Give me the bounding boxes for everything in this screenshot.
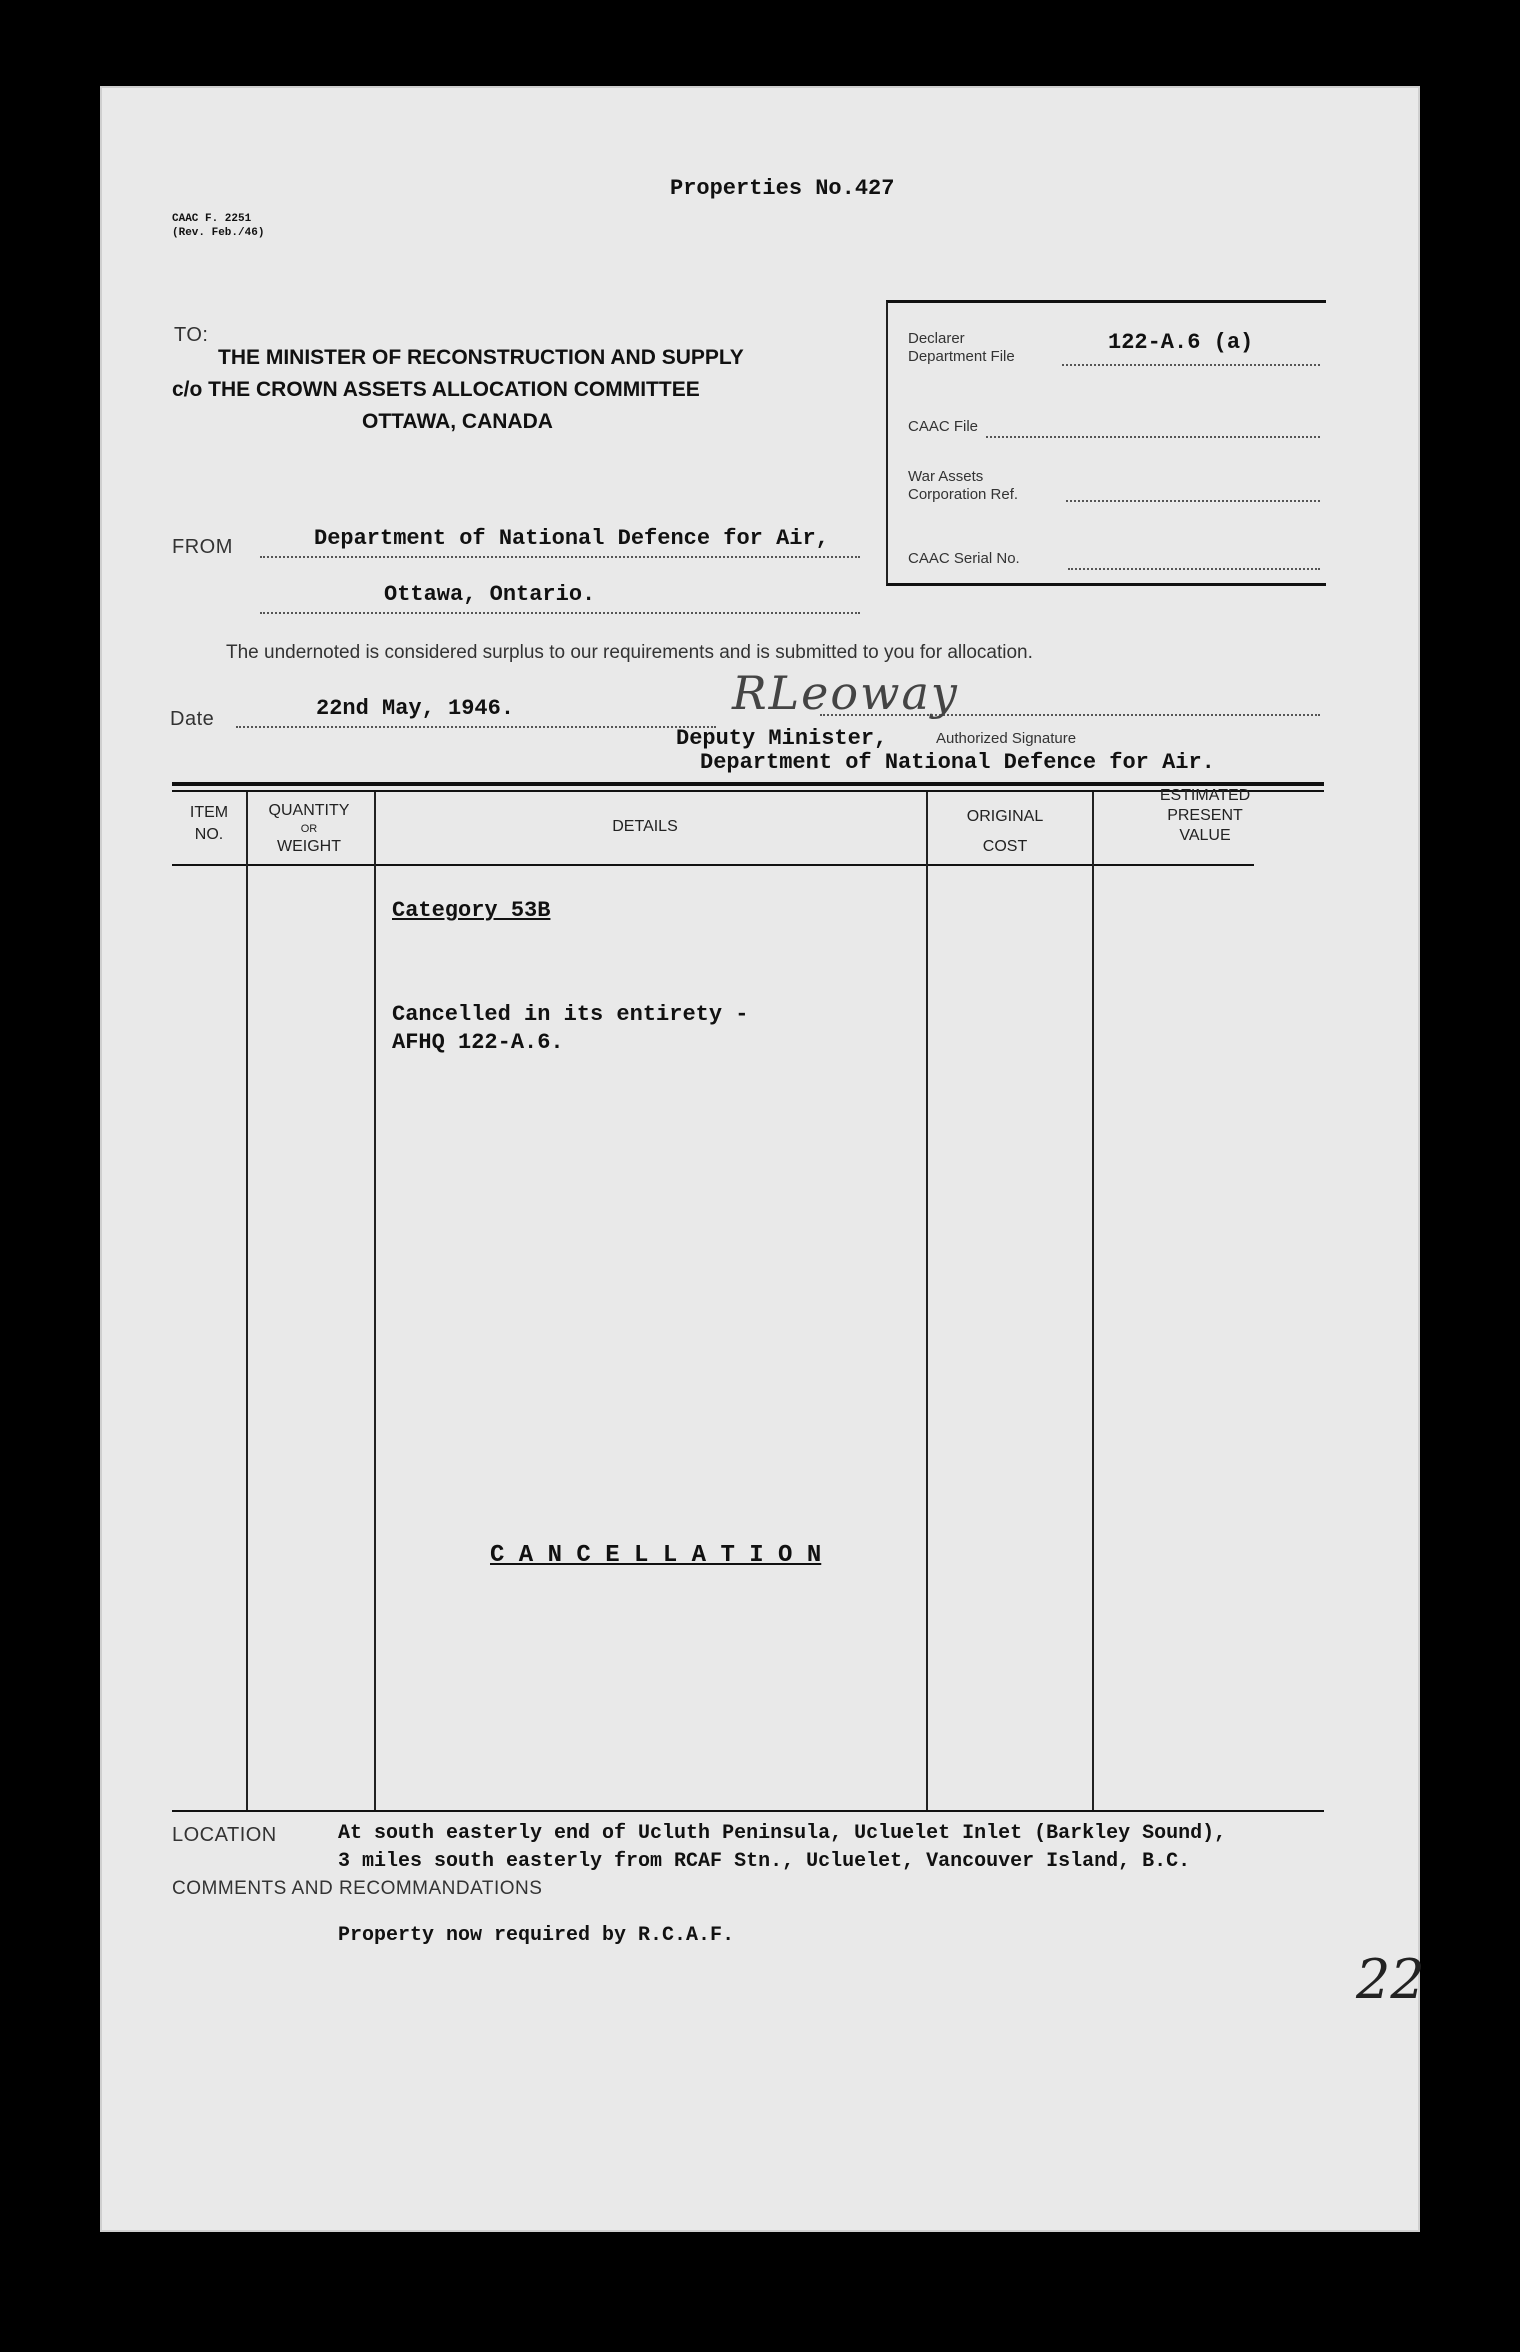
document-page (100, 86, 1425, 2232)
declarer-label: Declarer Department File (908, 330, 1015, 365)
header-estimated-value: ESTIMATED PRESENT VALUE (1159, 787, 1251, 844)
form-code-line1: CAAC F. 2251 (172, 213, 252, 225)
properties-number: Properties No.427 (670, 176, 895, 201)
from-line1: Department of National Defence for Air, (314, 526, 829, 551)
date-value: 22nd May, 1946. (316, 696, 515, 721)
page-number: 22 (1356, 1948, 1425, 2011)
category-text: Category 53B (392, 898, 551, 923)
header-details: DETAILS (612, 818, 678, 835)
header-quantity: QUANTITY OR WEIGHT (268, 802, 350, 855)
details-line2: AFHQ 122-A.6. (392, 1030, 564, 1055)
from-line2: Ottawa, Ontario. (384, 582, 596, 607)
signature-title: Deputy Minister, (676, 726, 888, 751)
to-line2: c/o THE CROWN ASSETS ALLOCATION COMMITTEE (172, 378, 700, 401)
details-line1: Cancelled in its entirety - (392, 1002, 749, 1027)
caac-file-label: CAAC File (908, 418, 979, 435)
header-item-no: ITEM NO. (189, 804, 229, 843)
date-label: Date (170, 708, 215, 730)
form-code (172, 212, 264, 240)
from-label: FROM (172, 536, 233, 558)
cancellation-stamp: C A N C E L L A T I O N (490, 1542, 822, 1569)
declarer-file-value: 122-A.6 (a) (1108, 330, 1254, 355)
comments-label: COMMENTS AND RECOMMANDATIONS (172, 1878, 543, 1899)
signature-department: Department of National Defence for Air. (700, 750, 1215, 775)
to-line1: THE MINISTER OF RECONSTRUCTION AND SUPPLY (218, 346, 744, 369)
authorized-signature-label: Authorized Signature (936, 730, 1077, 747)
to-line3: OTTAWA, CANADA (362, 410, 553, 433)
location-label: LOCATION (172, 1824, 277, 1846)
war-assets-label: War Assets Corporation Ref. (908, 468, 1019, 503)
comments-text: Property now required by R.C.A.F. (338, 1924, 735, 1947)
to-label: TO: (174, 324, 209, 346)
caac-serial-label: CAAC Serial No. (908, 550, 1020, 567)
location-line1: At south easterly end of Ucluth Peninsula, Ucluelet Inlet (Barkley Sound), (338, 1822, 1227, 1845)
surplus-statement: The undernoted is considered surplus to our requirements and is submitted to you for allocation. (226, 642, 1033, 663)
signature: RLeoway (732, 666, 959, 720)
header-original-cost: ORIGINAL COST (966, 808, 1044, 855)
form-code-line2: (Rev. Feb./46) (172, 227, 265, 239)
location-line2: 3 miles south easterly from RCAF Stn., Ucluelet, Vancouver Island, B.C. (338, 1850, 1191, 1873)
